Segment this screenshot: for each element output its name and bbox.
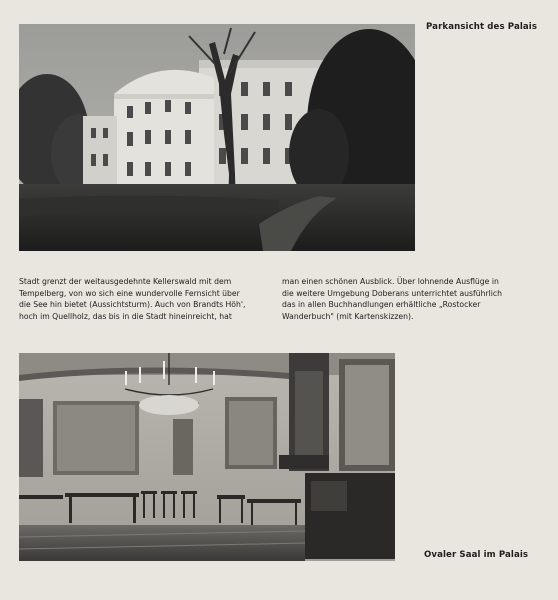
- text-line: das in allen Buchhandlungen erhältliche „Rostocker: [282, 300, 481, 310]
- palais-park-photo: [19, 24, 415, 251]
- text-line: Wanderbuch" (mit Kartenskizzen).: [282, 311, 414, 321]
- text-line: Tempelberg, von wo sich eine wundervolle Fernsicht über: [19, 288, 240, 298]
- body-text-left-column: [19, 276, 277, 322]
- palais-park-image: [19, 24, 415, 251]
- text-line: man einen schönen Ausblick. Über lohnende Ausflüge in: [282, 277, 499, 286]
- body-text-right-column: [282, 276, 525, 322]
- text-line: die weitere Umgebung Doberans unterrichtet ausführlich: [282, 288, 503, 298]
- text-line: die See hin bietet (Aussichtsturm). Auch von Brandts Höh',: [19, 300, 246, 310]
- oval-hall-caption: Ovaler Saal im Palais: [424, 550, 529, 560]
- oval-hall-image: [19, 353, 395, 561]
- palais-park-caption: Parkansicht des Palais: [426, 22, 538, 32]
- oval-hall-photo: [19, 353, 395, 561]
- text-line: Stadt grenzt der weitausgedehnte Kellerswald mit dem: [19, 277, 232, 286]
- text-line: hoch im Quellholz, das bis in die Stadt hineinreicht, hat: [19, 311, 232, 321]
